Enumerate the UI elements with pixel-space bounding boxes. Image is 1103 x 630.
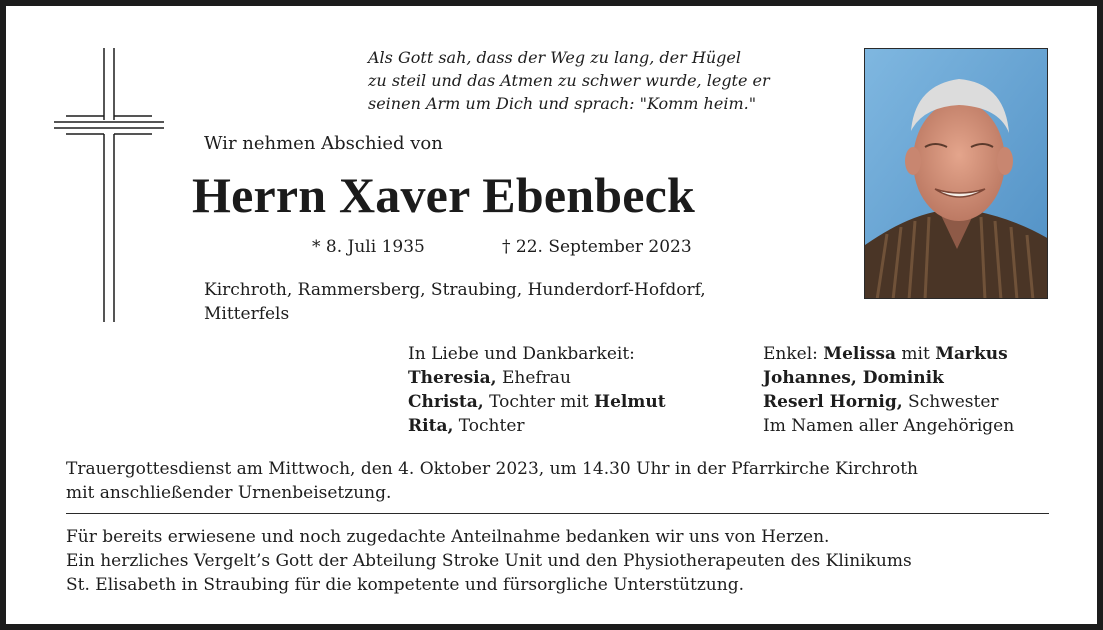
mourner-line <box>408 366 666 390</box>
mourner-relation: mit <box>896 344 936 364</box>
places-line: Kirchroth, Rammersberg, Straubing, Hunderdorf-Hofdorf, <box>204 280 706 300</box>
service-line: mit anschließender Urnenbeisetzung. <box>66 483 392 503</box>
mourner-name: Rita, <box>408 416 454 436</box>
mourner-line: Im Namen aller Angehörigen <box>763 416 1015 436</box>
mourner-line <box>763 390 1014 414</box>
mourner-name: Johannes, Dominik <box>763 368 944 388</box>
mourners-heading: In Liebe und Dankbarkeit: <box>408 344 635 364</box>
quote-line: seinen Arm um Dich und sprach: "Komm heim." <box>368 94 757 113</box>
mourners-right <box>763 342 1014 438</box>
mourner-name: Melissa <box>823 344 897 364</box>
funeral-service-info <box>66 457 1056 505</box>
cross-icon <box>52 48 166 322</box>
mourner-relation: Tochter <box>453 416 525 436</box>
mourner-relation: Tochter mit <box>483 392 595 412</box>
mourner-name: Reserl Hornig, <box>763 392 903 412</box>
mourner-name: Helmut <box>594 392 666 412</box>
mourner-relation: Enkel: <box>763 344 824 364</box>
mourner-line <box>408 414 666 438</box>
death-date: † 22. September 2023 <box>502 237 692 257</box>
thanks-note <box>66 525 1056 597</box>
quote-line: Als Gott sah, dass der Weg zu lang, der Hügel <box>368 48 741 67</box>
places-list <box>204 278 824 326</box>
deceased-name: Herrn Xaver Ebenbeck <box>192 167 696 223</box>
mourners-left <box>408 342 666 438</box>
service-line: Trauergottesdienst am Mittwoch, den 4. Oktober 2023, um 14.30 Uhr in der Pfarrkirche Kirchroth <box>66 459 918 479</box>
mourner-line <box>763 342 1014 366</box>
memorial-quote <box>368 46 848 115</box>
mourner-relation: Ehefrau <box>496 368 571 388</box>
places-line: Mitterfels <box>204 304 290 324</box>
quote-line: zu steil und das Atmen zu schwer wurde, legte er <box>368 71 770 90</box>
mourner-line <box>763 366 1014 390</box>
divider <box>66 513 1049 514</box>
thanks-line: Für bereits erwiesene und noch zugedachte Anteilnahme bedanken wir uns von Herzen. <box>66 527 830 547</box>
mourner-name: Markus <box>935 344 1008 364</box>
thanks-line: St. Elisabeth in Straubing für die kompetente und fürsorgliche Unterstützung. <box>66 575 744 595</box>
birth-date: * 8. Juli 1935 <box>312 237 425 257</box>
farewell-intro: Wir nehmen Abschied von <box>204 133 443 154</box>
mourner-relation: Schwester <box>902 392 999 412</box>
mourner-name: Theresia, <box>408 368 497 388</box>
mourner-line <box>408 390 666 414</box>
portrait-photo <box>864 48 1048 299</box>
mourner-name: Christa, <box>408 392 484 412</box>
thanks-line: Ein herzliches Vergelt’s Gott der Abteilung Stroke Unit und den Physiotherapeuten des Klinikums <box>66 551 912 571</box>
